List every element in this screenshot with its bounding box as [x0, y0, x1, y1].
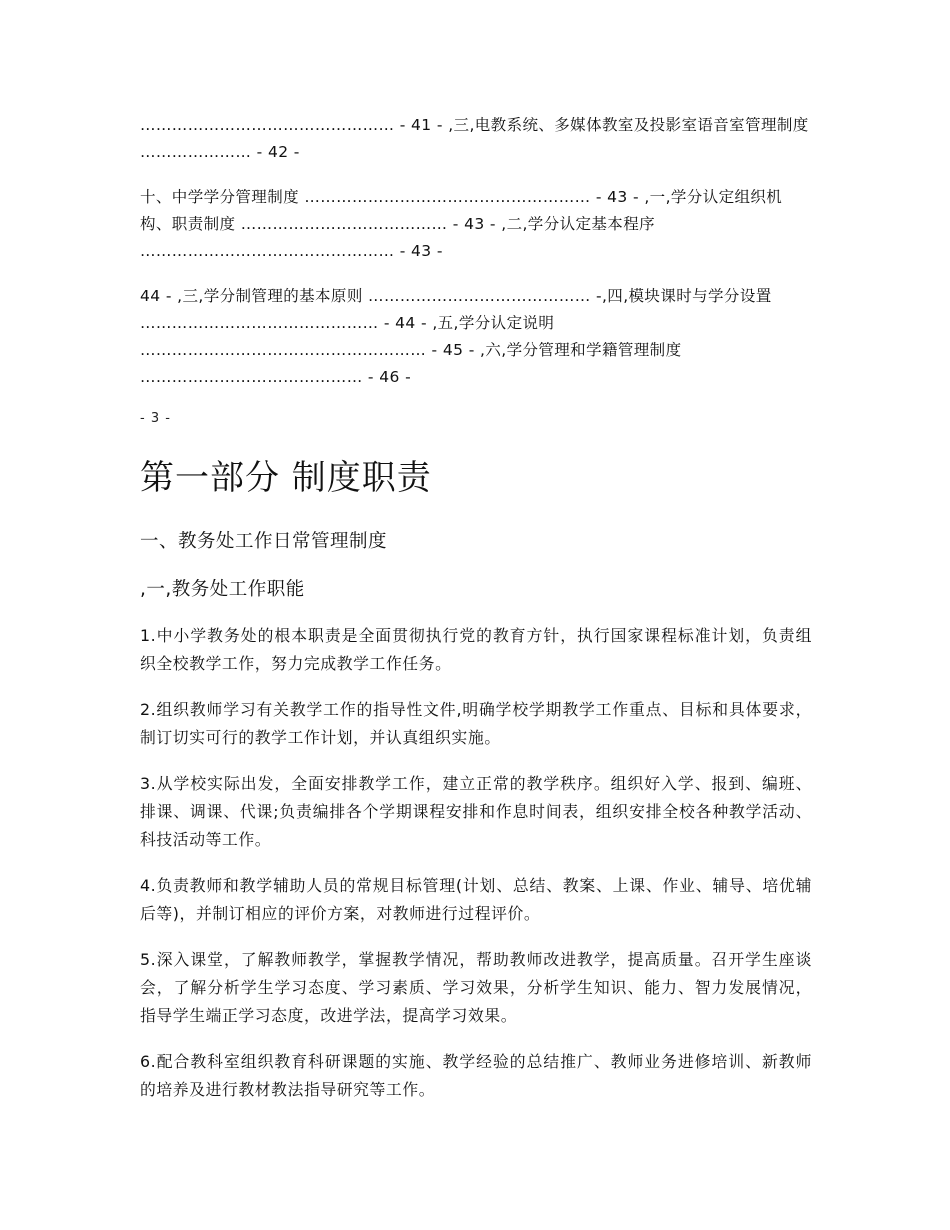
paragraph-1: 1.中小学教务处的根本职责是全面贯彻执行党的教育方针，执行国家课程标准计划，负责组织全校教学工作，努力完成教学工作任务。 — [140, 626, 812, 673]
part-title: 第一部分 制度职责 — [140, 458, 432, 498]
section-title: 一、教务处工作日常管理制度 — [140, 531, 388, 552]
paragraph-6: 6.配合教科室组织教育科研课题的实施、教学经验的总结推广、教师业务进修培训、新教师的培养及进行教材教法指导研究等工作。 — [140, 1052, 812, 1099]
paragraph-2: 2.组织教师学习有关教学工作的指导性文件,明确学校学期教学工作重点、目标和具体要求，制订切实可行的教学工作计划，并认真组织实施。 — [140, 700, 812, 747]
toc-entry-block-2: 十、中学学分管理制度 ……………………………………………… - 43 - ,一,学分认定组织机构、职责制度 ………………………………… - 43 - ,二,学分认定基本程序 ………………………………………… - 43 - — [140, 188, 783, 260]
paragraph-3: 3.从学校实际出发，全面安排教学工作，建立正常的教学秩序。组织好入学、报到、编班、排课、调课、代课;负责编排各个学期课程安排和作息时间表，组织安排全校各种教学活动、科技活动等工作。 — [140, 774, 812, 849]
document-page — [140, 112, 812, 1104]
paragraph-5: 5.深入课堂，了解教师教学，掌握教学情况，帮助教师改进教学，提高质量。召开学生座谈会，了解分析学生学习态度、学习素质、学习效果，分析学生知识、能力、智力发展情况，指导学生端正学习态度，改进学法，提高学习效果。 — [140, 950, 812, 1025]
subsection-title: ,一,教务处工作职能 — [140, 579, 305, 600]
toc-entry-block-3: 44 - ,三,学分制管理的基本原则 …………………………………… -,四,模块课时与学分设置 ……………………………………… - 44 - ,五,学分认定说明 ……………………………………………… - 45 - ,六,学分管理和学籍管理制度 …………………………………… - 46 - — [140, 287, 772, 386]
page-number: - 3 - — [140, 411, 171, 426]
paragraph-4: 4.负责教师和教学辅助人员的常规目标管理(计划、总结、教案、上课、作业、辅导、培优辅后等)，并制订相应的评价方案，对教师进行过程评价。 — [140, 876, 812, 923]
toc-entry-block-1: ………………………………………… - 41 - ,三,电教系统、多媒体教室及投影室语音室管理制度 ………………… - 42 - — [140, 116, 809, 161]
